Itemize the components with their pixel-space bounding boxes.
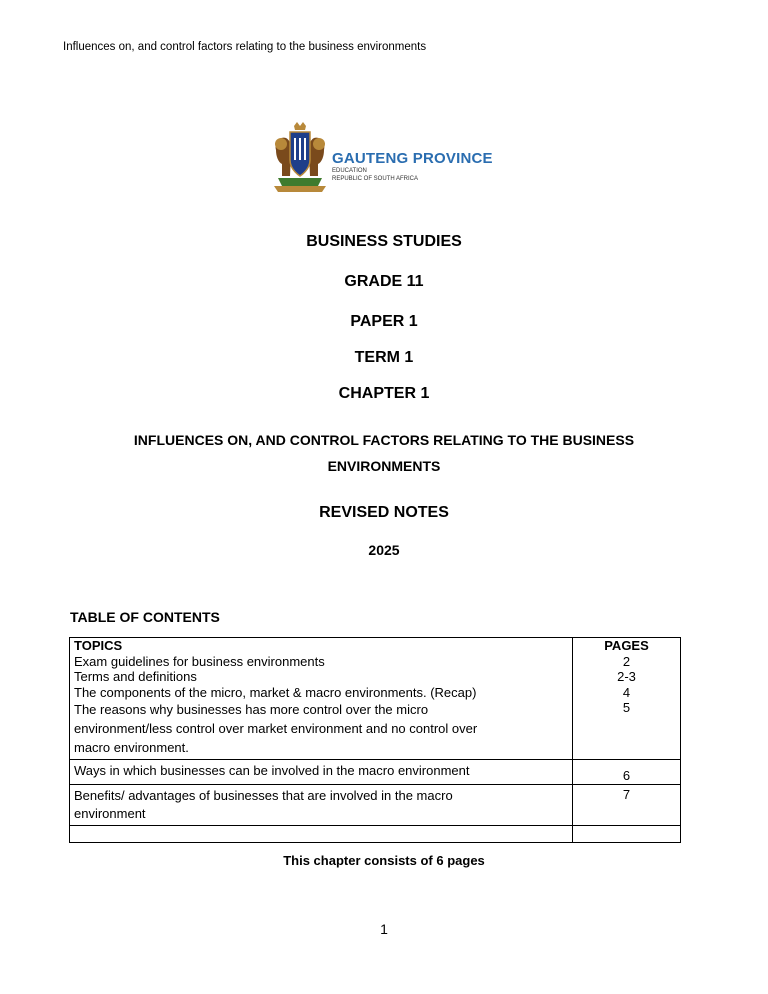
toc-topic — [70, 784, 573, 825]
toc-pages: 6 — [573, 760, 681, 785]
logo-line1: EDUCATION — [332, 168, 367, 174]
table-row-empty — [70, 825, 681, 842]
notes-title: REVISED NOTES — [319, 504, 449, 521]
table-row — [70, 685, 681, 701]
toc-heading: TABLE OF CONTENTS — [70, 609, 220, 625]
col-topics-header: TOPICS — [70, 638, 573, 654]
toc-topic-line: macro environment. — [74, 740, 189, 755]
topic-title — [0, 427, 768, 479]
toc-topic-line: environment/less control over market environment and no control over — [74, 721, 478, 736]
toc-topic: Terms and definitions — [70, 669, 573, 685]
subject-title: BUSINESS STUDIES — [306, 233, 462, 250]
page-number: 1 — [380, 921, 388, 937]
toc-topic: Exam guidelines for business environments — [70, 654, 573, 670]
paper-title: PAPER 1 — [350, 313, 418, 330]
toc-topic: The components of the micro, market & macro environments. (Recap) — [70, 685, 573, 701]
toc-topic-line: The reasons why businesses has more control over the micro — [74, 702, 429, 717]
logo-line2: REPUBLIC OF SOUTH AFRICA — [332, 176, 419, 182]
chapter-page-count: This chapter consists of 6 pages — [283, 853, 485, 868]
toc-topic-line: Benefits/ advantages of businesses that are involved in the macro — [74, 787, 453, 803]
grade-title: GRADE 11 — [344, 273, 424, 290]
chapter-title: CHAPTER 1 — [338, 385, 430, 402]
running-header: Influences on, and control factors relating to the business environments — [63, 41, 427, 53]
table-row — [70, 654, 681, 670]
toc-pages-empty — [573, 825, 681, 842]
toc-topic: Ways in which businesses can be involved in the macro environment — [70, 760, 573, 785]
table-row — [70, 669, 681, 685]
gauteng-logo — [270, 120, 500, 196]
toc-table — [69, 637, 681, 843]
toc-topic — [70, 700, 573, 760]
toc-pages: 7 — [573, 784, 681, 825]
topic-line-2: ENVIRONMENTS — [327, 458, 441, 474]
table-header-row — [70, 638, 681, 654]
table-row — [70, 760, 681, 785]
logo-name: GAUTENG PROVINCE — [332, 150, 493, 167]
toc-pages: 2 — [573, 654, 681, 670]
topic-line-1: INFLUENCES ON, AND CONTROL FACTORS RELATING TO THE BUSINESS — [133, 432, 635, 448]
coat-of-arms-icon — [270, 120, 330, 196]
term-title: TERM 1 — [354, 349, 414, 366]
table-row — [70, 700, 681, 760]
toc-pages: 4 — [573, 685, 681, 701]
year-title: 2025 — [368, 542, 400, 558]
col-pages-header: PAGES — [573, 638, 681, 654]
toc-topic-empty — [70, 825, 573, 842]
toc-pages: 2-3 — [573, 669, 681, 685]
table-row — [70, 784, 681, 825]
toc-pages: 5 — [573, 700, 681, 760]
toc-topic-line: environment — [74, 805, 146, 821]
